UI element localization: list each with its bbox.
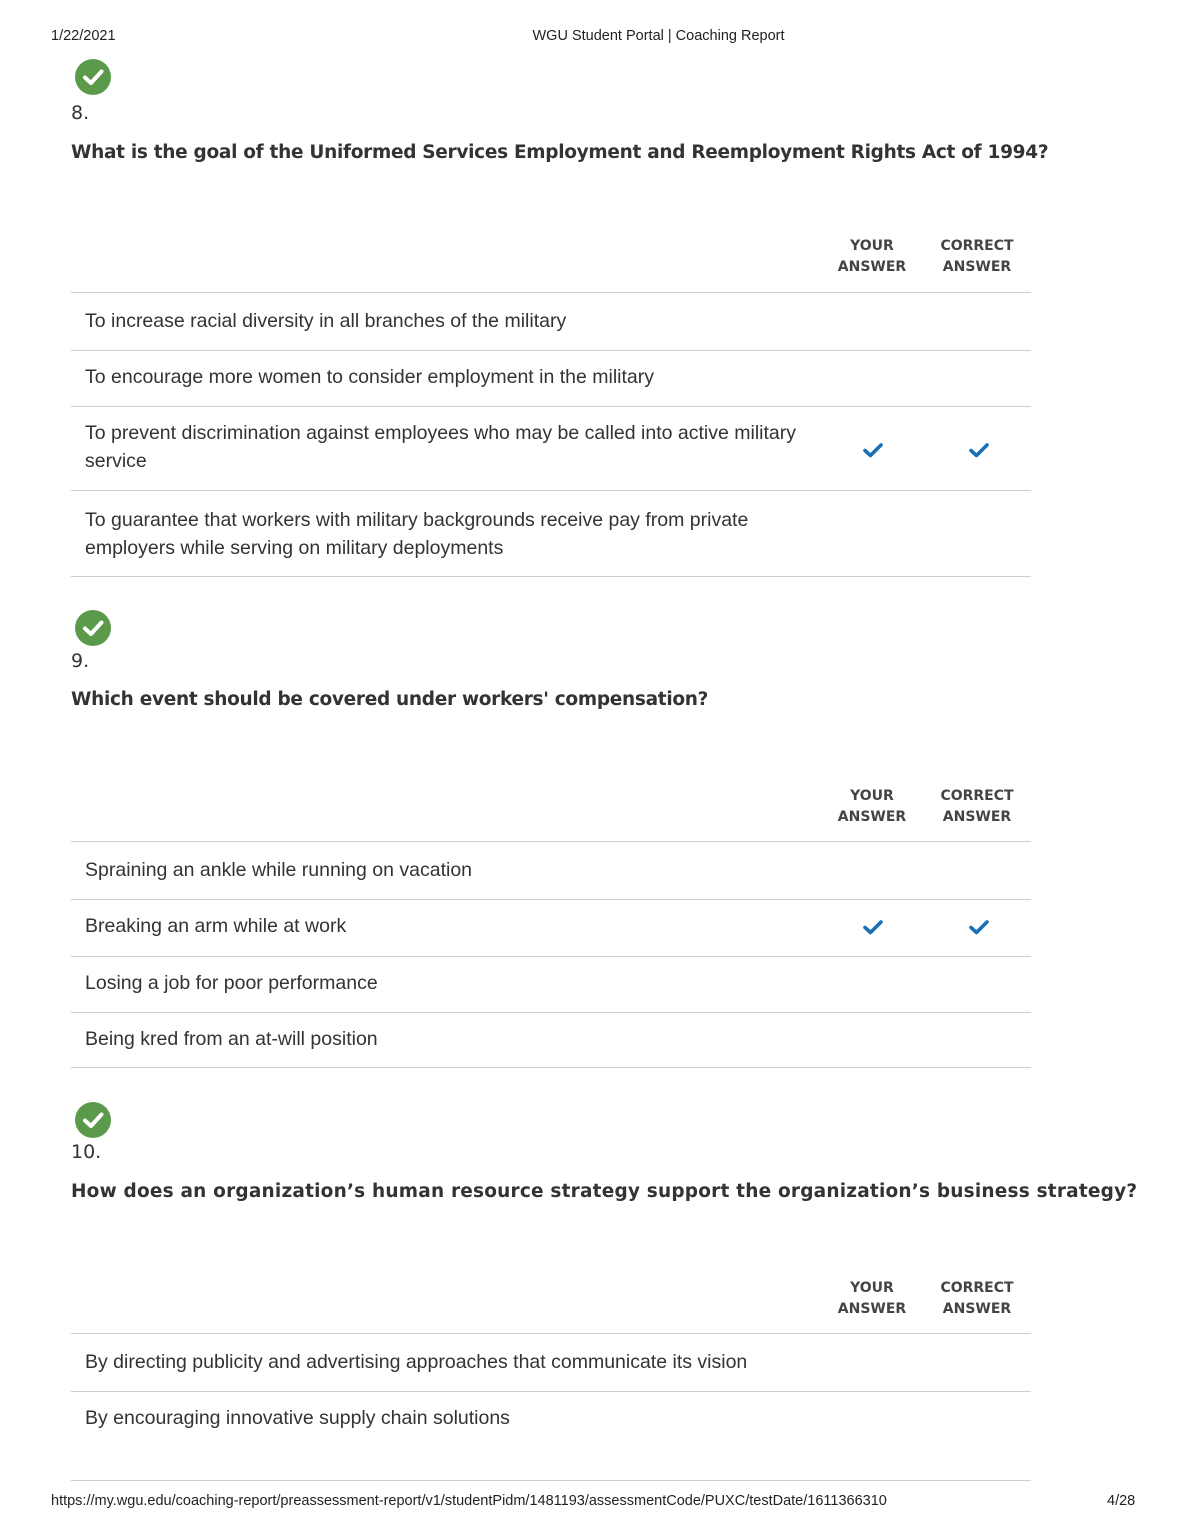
- answer-option: [71, 491, 1031, 577]
- print-date: 1/22/2021: [51, 28, 116, 44]
- option-text: Being kred from an at-will position: [85, 1028, 378, 1050]
- print-url: https://my.wgu.edu/coaching-report/preassessment-report/v1/studentPidm/1481193/assessmentCode/PUXC/testDate/1611366310: [51, 1493, 887, 1509]
- correct-answer-header: CORRECT ANSWER: [940, 788, 1014, 825]
- option-text: By encouraging innovative supply chain solutions: [85, 1407, 510, 1429]
- your-answer-header: YOUR ANSWER: [837, 788, 907, 825]
- answer-option: [71, 351, 1031, 407]
- question-number: 8.: [71, 102, 90, 124]
- answer-option: [71, 900, 1031, 957]
- answer-option: [71, 1334, 1031, 1392]
- your-answer-check-icon: [863, 919, 883, 935]
- option-text: Breaking an arm while at work: [85, 915, 347, 937]
- option-text: By directing publicity and advertising approaches that communicate its vision: [85, 1351, 748, 1373]
- option-text: To prevent discrimination against employees who may be called into active military service: [85, 422, 796, 472]
- your-answer-header: YOUR ANSWER: [837, 238, 907, 275]
- correct-answer-check-icon: [969, 919, 989, 935]
- question-text: What is the goal of the Uniformed Services Employment and Reemployment Rights Act of 1994?: [71, 142, 1049, 163]
- option-text: Spraining an ankle while running on vacation: [85, 859, 473, 881]
- print-title: WGU Student Portal | Coaching Report: [532, 28, 785, 44]
- question-number: 10.: [71, 1141, 102, 1163]
- check-circle-icon: [75, 1102, 111, 1138]
- your-answer-header: YOUR ANSWER: [837, 1280, 907, 1317]
- question-text: Which event should be covered under workers' compensation?: [71, 689, 709, 710]
- check-circle-icon: [75, 610, 111, 646]
- option-text: To guarantee that workers with military backgrounds receive pay from private employers while serving on military deployments: [85, 509, 749, 559]
- option-text: Losing a job for poor performance: [85, 972, 378, 994]
- check-circle-icon: [75, 59, 111, 95]
- answer-option: [71, 1392, 1031, 1481]
- option-text: To encourage more women to consider employment in the military: [85, 366, 655, 388]
- print-footer: [0, 1493, 1190, 1513]
- correct-answer-check-icon: [969, 442, 989, 458]
- answer-option: [71, 293, 1031, 351]
- question-number: 9.: [71, 650, 90, 672]
- correct-answer-header: CORRECT ANSWER: [940, 238, 1014, 275]
- answer-option: [71, 407, 1031, 491]
- correct-answer-header: CORRECT ANSWER: [940, 1280, 1014, 1317]
- your-answer-check-icon: [863, 442, 883, 458]
- question-text: How does an organization’s human resource strategy support the organization’s business strategy?: [71, 1181, 1138, 1202]
- option-text: To increase racial diversity in all branches of the military: [85, 310, 567, 332]
- page-number: 4/28: [1107, 1493, 1136, 1509]
- print-header: [0, 28, 1190, 48]
- answer-option: [71, 957, 1031, 1013]
- answer-option: [71, 842, 1031, 900]
- answer-option: [71, 1013, 1031, 1068]
